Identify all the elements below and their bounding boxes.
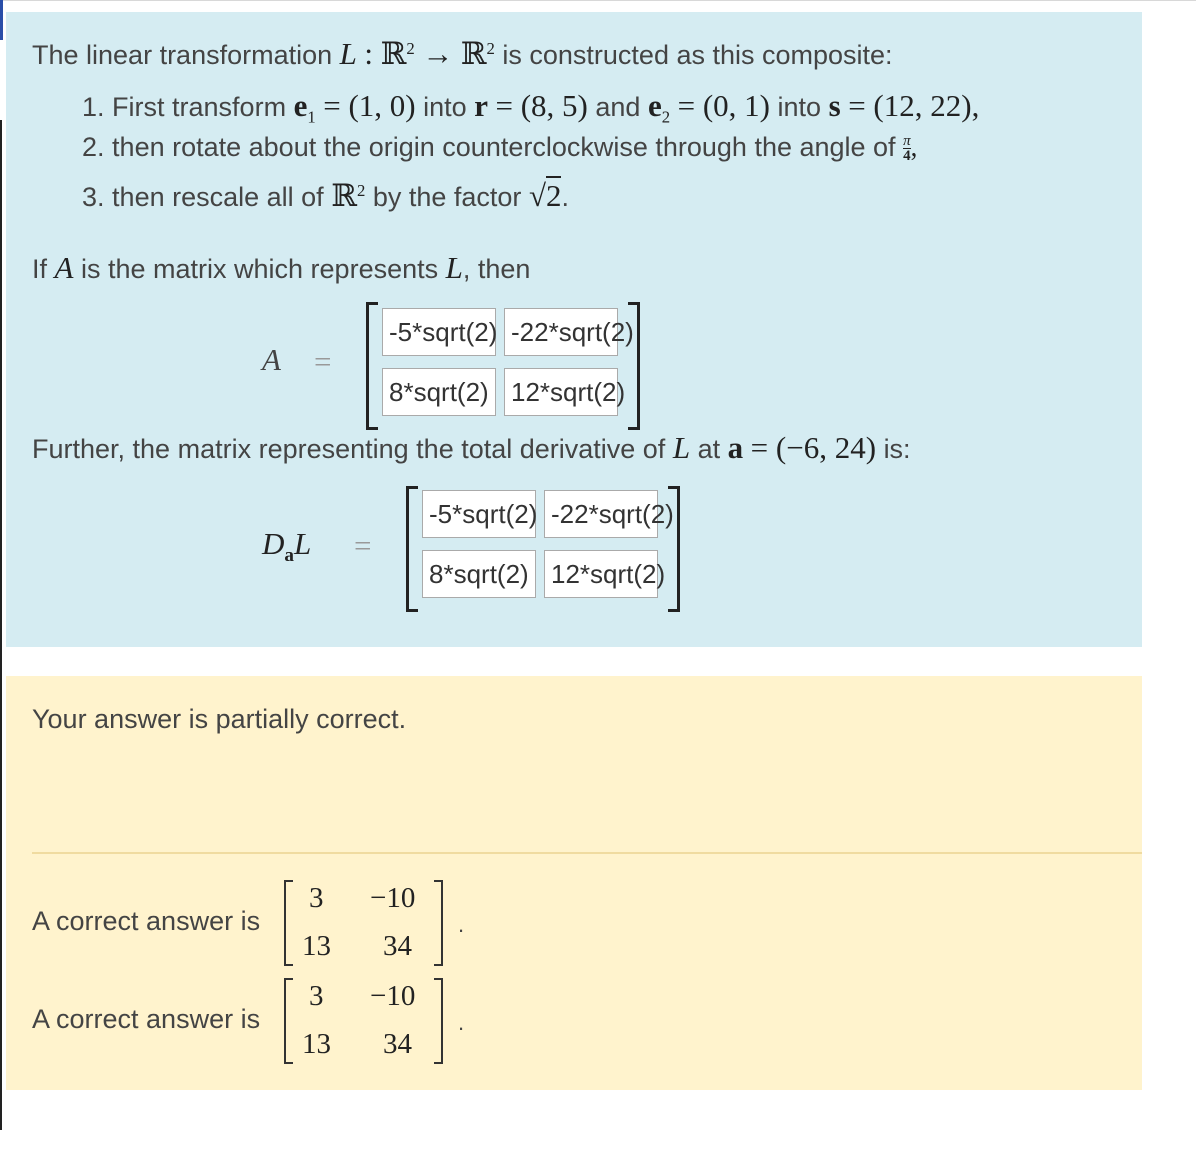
and-text: and xyxy=(595,92,641,122)
answer-1-right-bracket xyxy=(434,880,443,966)
point-a-symbol: a xyxy=(727,430,744,465)
e2-value: = (0, 1) xyxy=(677,88,771,123)
e2-sub: 2 xyxy=(661,107,671,127)
answer-2-left-bracket xyxy=(284,978,293,1064)
step-3-num: 3. xyxy=(82,182,105,212)
further-text: Further, the matrix representing the total derivative of xyxy=(32,434,666,464)
answer-2-value-12: −10 xyxy=(370,980,416,1012)
s-value: = (12, 22), xyxy=(848,88,980,123)
step-2-tail: , xyxy=(910,132,918,162)
answer-2-right-bracket xyxy=(434,978,443,1064)
matrix-a-value-12: -22*sqrt(2) xyxy=(511,317,634,347)
into-text-1: into xyxy=(423,92,467,122)
sqrt-argument: 2 xyxy=(545,178,562,213)
matrix-a-value-11: -5*sqrt(2) xyxy=(389,317,498,347)
further-line xyxy=(32,430,911,466)
e1-sub: 1 xyxy=(307,107,316,127)
matrix-d-input-22[interactable] xyxy=(544,550,666,598)
step-3-R: ℝ xyxy=(331,178,357,214)
matrix-a-input-11[interactable] xyxy=(382,308,496,356)
represents-text: is the matrix which represents xyxy=(80,254,439,284)
intro-R1: ℝ xyxy=(380,36,407,72)
r-value: = (8, 5) xyxy=(495,88,588,123)
step-2 xyxy=(82,132,917,163)
answer-2-value-11: 3 xyxy=(309,980,324,1012)
step-2-text: then rotate about the origin counterclockwise through the angle of xyxy=(112,132,896,162)
feedback-status: Your answer is partially correct. xyxy=(32,704,407,734)
answer-2-value-21: 13 xyxy=(302,1028,331,1060)
matrix-d-left-bracket xyxy=(406,486,418,612)
matrix-a-equals: = xyxy=(314,344,332,379)
if-L: L xyxy=(445,250,463,285)
point-a-value: = (−6, 24) xyxy=(750,430,877,465)
matrix-d-input-21[interactable] xyxy=(422,550,536,598)
answer-1-value-21: 13 xyxy=(302,930,331,962)
answer-1-value-11: 3 xyxy=(309,882,324,914)
matrix-d-equals: = xyxy=(354,528,372,563)
if-A: A xyxy=(54,250,74,285)
matrix-d-value-21: 8*sqrt(2) xyxy=(429,559,529,589)
e1-value: = (1, 0) xyxy=(323,88,416,123)
step-2-num: 2. xyxy=(82,132,105,162)
intro-colon: : xyxy=(364,36,374,71)
s-symbol: s xyxy=(828,88,841,123)
matrix-d-D: D xyxy=(262,526,285,561)
intro-text: The linear transformation xyxy=(32,40,333,70)
then-text: , then xyxy=(462,254,531,284)
matrix-a-input-21[interactable] xyxy=(382,368,496,416)
left-edge-line xyxy=(0,120,2,1130)
e2-symbol: e xyxy=(647,88,662,123)
answer-2-period: . xyxy=(458,1010,465,1035)
answer-1-period: . xyxy=(458,912,465,937)
step-3-sup: 2 xyxy=(356,181,366,200)
if-a-line xyxy=(32,250,530,286)
matrix-a-left-bracket xyxy=(366,302,378,430)
if-text: If xyxy=(32,254,48,284)
step-1 xyxy=(82,88,979,127)
top-edge-line xyxy=(0,0,1196,1)
answer-2-value-22: 34 xyxy=(383,1028,412,1060)
angle-fraction xyxy=(903,134,911,163)
matrix-d-value-11: -5*sqrt(2) xyxy=(429,499,538,529)
matrix-d-label xyxy=(262,526,311,567)
sqrt-symbol: √ xyxy=(528,178,546,213)
matrix-d-input-11[interactable] xyxy=(422,490,536,538)
correct-answer-label-2: A correct answer is xyxy=(32,1004,261,1034)
step-1-num: 1. xyxy=(82,92,105,122)
step-3-text: then rescale all of xyxy=(112,182,324,212)
matrix-d-input-12[interactable] xyxy=(544,490,674,538)
step-3-tail: . xyxy=(561,182,569,212)
r-symbol: r xyxy=(474,88,488,123)
matrix-d-L: L xyxy=(294,526,312,561)
intro-tail: is constructed as this composite: xyxy=(502,40,893,70)
step-3-by: by the factor xyxy=(372,182,522,212)
question-panel xyxy=(6,12,1142,647)
matrix-d-value-22: 12*sqrt(2) xyxy=(551,559,666,589)
e1-symbol: e xyxy=(293,88,308,123)
answer-1-value-12: −10 xyxy=(370,882,416,914)
matrix-a-input-22[interactable] xyxy=(504,368,626,416)
answer-1-left-bracket xyxy=(284,880,293,966)
step-1-text: First transform xyxy=(112,92,287,122)
into-text-2: into xyxy=(777,92,822,122)
correct-answer-label-1: A correct answer is xyxy=(32,906,261,936)
angle-denominator: 4 xyxy=(903,148,911,165)
matrix-d-value-12: -22*sqrt(2) xyxy=(551,499,674,529)
intro-R2: ℝ xyxy=(460,36,487,72)
is-text: is: xyxy=(883,434,911,464)
intro-L: L xyxy=(339,36,357,71)
matrix-a-value-22: 12*sqrt(2) xyxy=(511,377,626,407)
matrix-a-label: A xyxy=(262,342,281,377)
intro-line: The linear transformation L : ℝ$^2$ → ℝ$^2$ is constructed as this composite: xyxy=(32,36,893,72)
matrix-a-input-12[interactable] xyxy=(504,308,634,356)
matrix-d-sub: a xyxy=(284,545,294,567)
angle-numerator: π xyxy=(903,133,911,150)
intro-arrow: → xyxy=(422,36,454,71)
step-3 xyxy=(82,178,569,214)
further-L: L xyxy=(672,430,691,465)
matrix-a-value-21: 8*sqrt(2) xyxy=(389,377,489,407)
answer-1-value-22: 34 xyxy=(383,930,412,962)
feedback-divider xyxy=(32,852,1142,854)
at-text: at xyxy=(697,434,721,464)
left-edge-accent xyxy=(0,0,3,40)
